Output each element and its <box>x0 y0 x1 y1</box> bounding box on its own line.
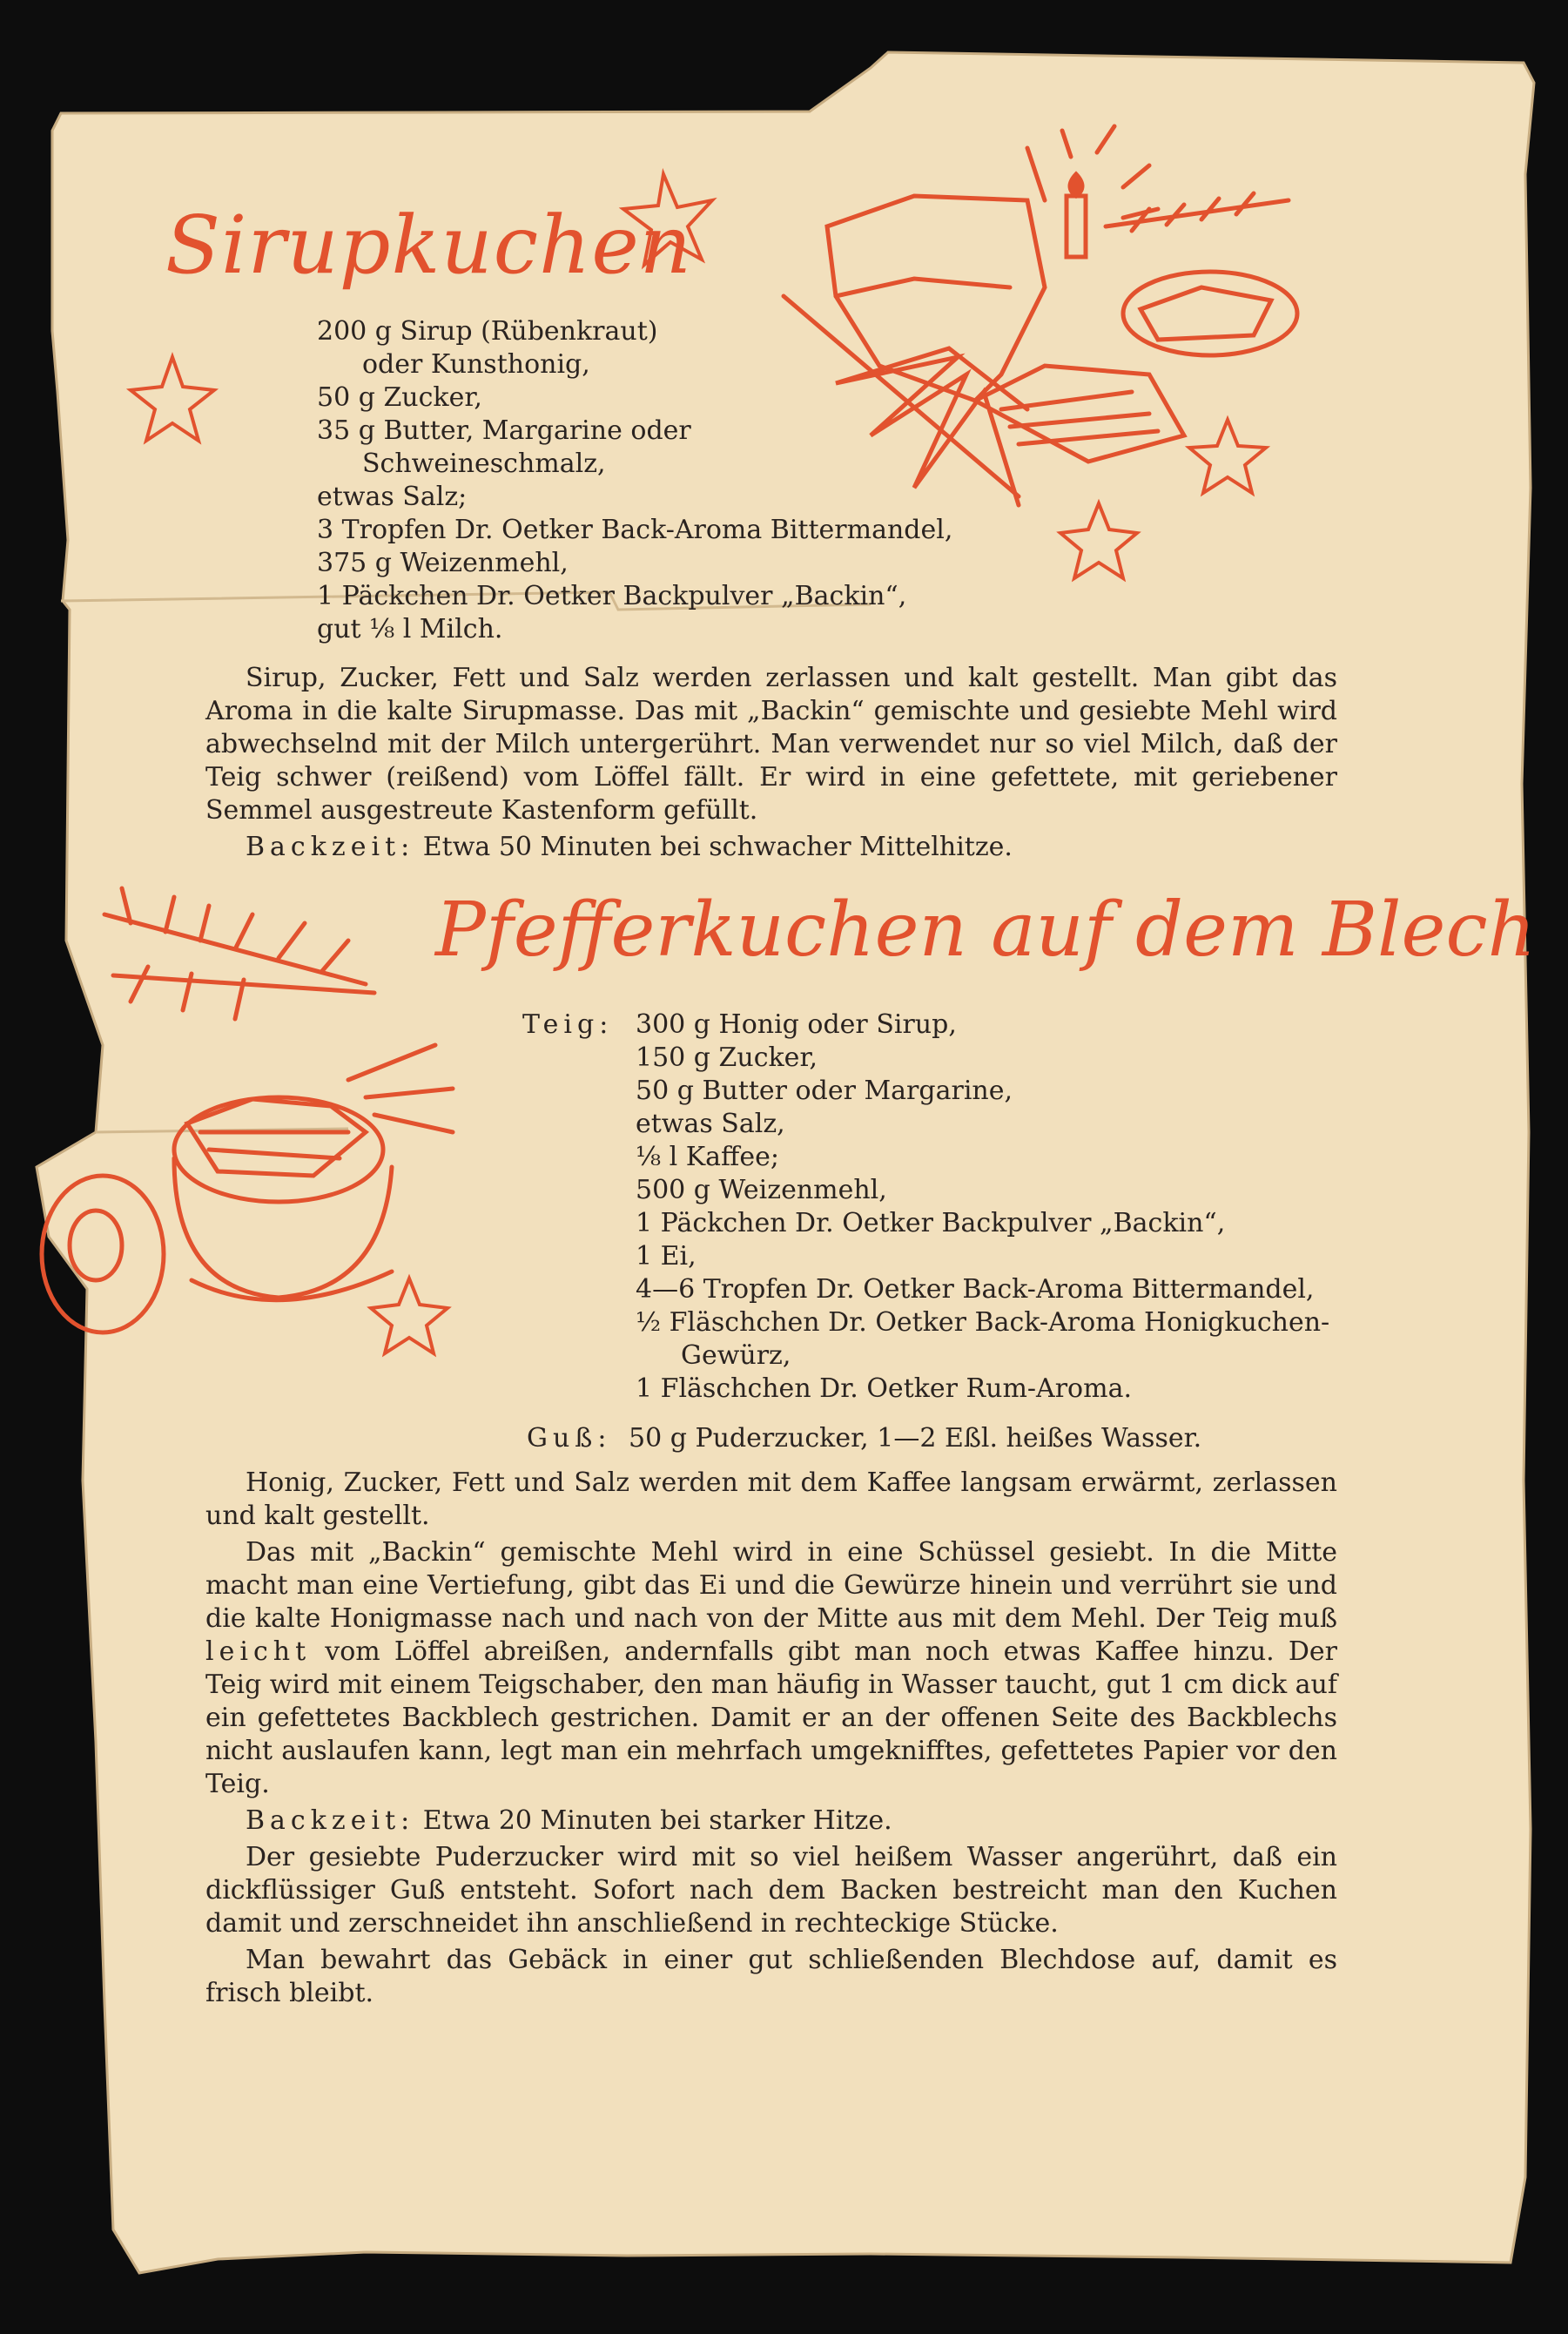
pfeffer-ingredients <box>636 1008 1329 1406</box>
ingredient-line: 35 g Butter, Margarine oder <box>317 415 691 446</box>
paragraph: Sirup, Zucker, Fett und Salz werden zerlassen und kalt gestellt. Man gibt das Aroma in die kalte Sirupmasse. Das mit „Backin“ gemischte und gesiebte Mehl wird abwechselnd mit der Milch untergerührt. Man verwendet nur so viel Milch, daß der Teig schwer (reißend) vom Löffel fällt. Er wird in eine gefettete, mit geriebener Semmel ausgestreute Kastenform gefüllt. <box>205 663 1337 826</box>
ingredient-line: 4—6 Tropfen Dr. Oetker Back-Aroma Bittermandel, <box>636 1274 1315 1305</box>
bake-text: Etwa 20 Minuten bei starker Hitze. <box>422 1805 892 1836</box>
ingredient-line: 1 Fläschchen Dr. Oetker Rum-Aroma. <box>636 1373 1132 1404</box>
ingredient-line: Gewürz, <box>681 1340 791 1371</box>
ingredient-line: etwas Salz, <box>636 1109 785 1139</box>
ingredient-line: 150 g Zucker, <box>636 1042 818 1073</box>
paragraph: Der gesiebte Puderzucker wird mit so viel heißem Wasser angerührt, daß ein dickflüssiger Guß entsteht. Sofort nach dem Backen bestreicht man den Kuchen damit und zerschneidet ihn anschließend in rechteckige Stücke. <box>205 1842 1337 1939</box>
ingredient-line: 1 Ei, <box>636 1241 697 1272</box>
sirup-instructions <box>205 662 1337 864</box>
sirup-ingredients <box>317 315 952 646</box>
paragraph-part: vom Löffel abreißen, andernfalls gibt man noch etwas Kaffee hinzu. Der Teig wird mit einem Teigschaber, den man häufig in Wasser taucht, gut 1 cm dick auf ein gefettetes Backblech gestrichen. Damit er an der offenen Seite des Backblechs nicht auslaufen kann, legt man ein mehrfach umgeknifftes, gefettetes Papier vor den Teig. <box>205 1636 1337 1799</box>
bake-label: Backzeit: <box>246 1805 415 1836</box>
ingredient-line: 300 g Honig oder Sirup, <box>636 1009 957 1040</box>
bake-time <box>205 831 1337 864</box>
ingredient-line: 3 Tropfen Dr. Oetker Back-Aroma Bittermandel, <box>317 515 953 545</box>
ingredient-line: 200 g Sirup (Rübenkraut) <box>317 316 658 347</box>
guss-label: Guß: <box>527 1423 612 1454</box>
pfeffer-title: Pfefferkuchen auf dem Blech <box>435 887 1537 974</box>
paragraph <box>205 1536 1337 1801</box>
ingredient-line: gut ⅛ l Milch. <box>317 614 503 644</box>
teig-label: Teig: <box>522 1009 614 1040</box>
sirup-title: Sirupkuchen <box>165 199 693 292</box>
paragraph: Man bewahrt das Gebäck in einer gut schließenden Blechdose auf, damit es frisch bleibt. <box>205 1945 1337 2008</box>
ingredient-line: 50 g Zucker, <box>317 382 482 413</box>
ingredient-line: ⅛ l Kaffee; <box>636 1142 779 1172</box>
ingredient-line: 1 Päckchen Dr. Oetker Backpulver „Backin“, <box>317 581 907 611</box>
ingredient-line: ½ Fläschchen Dr. Oetker Back-Aroma Honigkuchen- <box>636 1307 1330 1338</box>
ingredient-line: 375 g Weizenmehl, <box>317 548 569 578</box>
ingredient-line: 500 g Weizenmehl, <box>636 1175 887 1205</box>
paragraph: Honig, Zucker, Fett und Salz werden mit dem Kaffee langsam erwärmt, zerlassen und kalt gestellt. <box>205 1467 1337 1531</box>
ingredient-line: 1 Päckchen Dr. Oetker Backpulver „Backin“, <box>636 1208 1226 1238</box>
paragraph-part: Das mit „Backin“ gemischte Mehl wird in eine Schüssel gesiebt. In die Mitte macht man eine Vertiefung, gibt das Ei und die Gewürze hinein und verrührt sie und die kalte Honigmasse nach und nach von der Mitte aus mit dem Mehl. Der Teig muß <box>205 1537 1337 1634</box>
bake-label: Backzeit: <box>246 832 415 862</box>
ingredient-line: Schweineschmalz, <box>362 449 606 479</box>
ingredient-line: 50 g Butter oder Margarine, <box>636 1076 1013 1106</box>
pfeffer-instructions <box>205 1467 1337 2010</box>
bake-text: Etwa 50 Minuten bei schwacher Mittelhitze. <box>422 832 1013 862</box>
ingredient-line: oder Kunsthonig, <box>362 349 590 380</box>
bake-time <box>205 1804 1337 1838</box>
emphasis-leicht: leicht <box>205 1636 312 1667</box>
ingredient-line: etwas Salz; <box>317 482 468 512</box>
guss-text: 50 g Puderzucker, 1—2 Eßl. heißes Wasser. <box>629 1423 1202 1454</box>
